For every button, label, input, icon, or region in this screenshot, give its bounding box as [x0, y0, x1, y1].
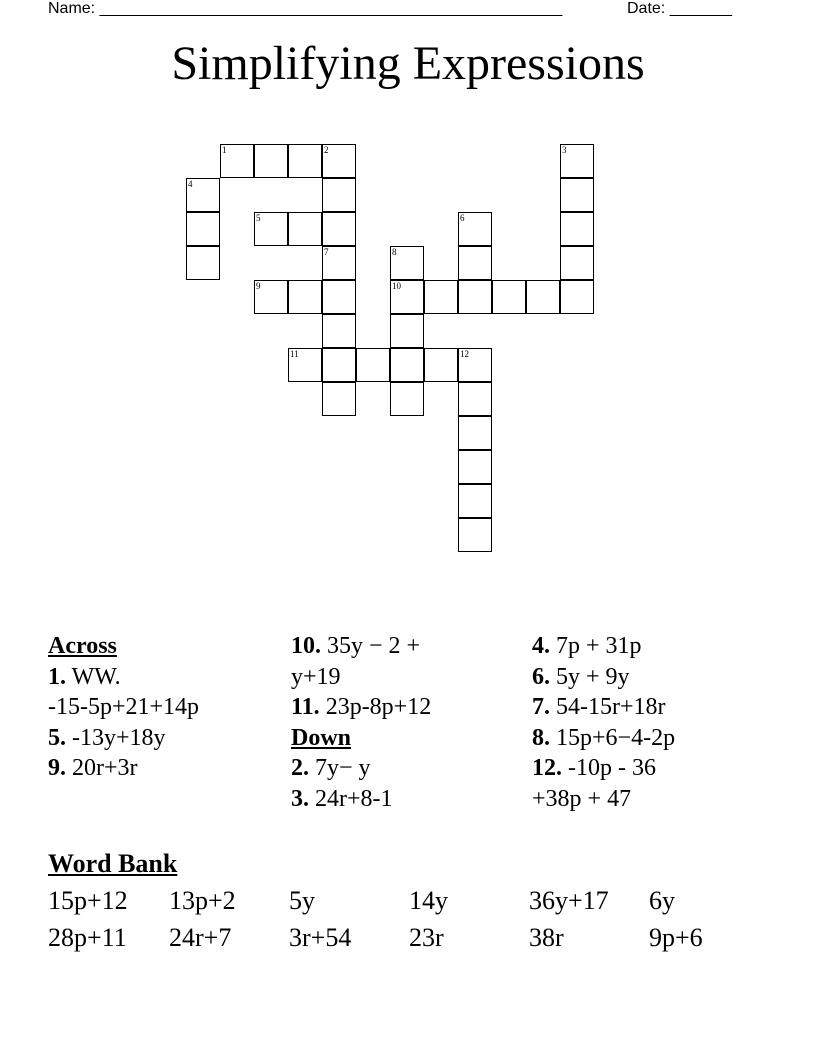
grid-cell [322, 212, 356, 246]
clue-text: 23p-8p+12 [325, 694, 432, 720]
clue-text: -13y+18y [72, 724, 166, 751]
grid-cell [560, 212, 594, 246]
word-bank-entry: 36y+17 [529, 886, 609, 915]
clue-column-3 [532, 631, 772, 814]
clue-down-3 [291, 784, 521, 815]
cell-number: 9 [256, 281, 261, 291]
grid-cell [424, 280, 458, 314]
word-bank-entry: 13p+2 [169, 886, 236, 915]
clue-number: 12. [532, 755, 562, 781]
clue-text: 20r+3r [72, 755, 138, 781]
clue-across-5 [48, 723, 278, 754]
clue-across-10-continued: y+19 [291, 663, 341, 690]
cell-number: 8 [392, 247, 397, 257]
clue-text: 7p + 31p [556, 633, 642, 659]
grid-cell [458, 416, 492, 450]
word-bank-entry: 9p+6 [649, 923, 703, 952]
cell-number: 4 [188, 179, 193, 189]
clue-text: 24r+8-1 [315, 785, 393, 812]
clue-text: 35y − 2 + [327, 633, 421, 659]
clue-number: 2. [291, 755, 309, 781]
grid-cell [526, 280, 560, 314]
clue-number: 11. [291, 694, 320, 720]
grid-cell [390, 246, 424, 280]
word-bank-entry: 38r [529, 923, 564, 952]
grid-cell [458, 212, 492, 246]
grid-cell [254, 144, 288, 178]
word-bank-entry: 6y [649, 886, 675, 915]
clue-down-8 [532, 723, 772, 754]
word-bank-entry: 23r [409, 923, 444, 952]
grid-cell [424, 348, 458, 382]
clue-number: 5. [48, 724, 66, 751]
grid-cell [322, 144, 356, 178]
grid-cell [492, 280, 526, 314]
clue-column-2 [291, 631, 521, 814]
clue-number: 4. [532, 633, 550, 659]
clue-number: 8. [532, 724, 550, 751]
clue-text: 54-15r+18r [556, 694, 666, 720]
clue-number: 7. [532, 694, 550, 720]
clue-text: 15p+6−4-2p [556, 724, 676, 751]
word-bank-entry: 5y [289, 886, 315, 915]
word-bank-entry: 15p+12 [48, 886, 128, 915]
clue-text: WW. [71, 663, 121, 690]
clue-across-1-continued: -15-5p+21+14p [48, 694, 200, 720]
cell-number: 10 [392, 281, 401, 291]
clue-text: -10p - 36 [568, 755, 656, 781]
clue-across-9 [48, 753, 278, 784]
date-field-label: Date: _______ [627, 0, 732, 17]
grid-cell [322, 178, 356, 212]
grid-cell [288, 144, 322, 178]
clue-number: 1. [48, 663, 66, 690]
cell-number: 6 [460, 213, 465, 223]
cell-number: 2 [324, 145, 329, 155]
grid-cell [390, 348, 424, 382]
clue-across-1 [48, 662, 278, 693]
word-bank-title: Word Bank [48, 849, 178, 878]
grid-cell [288, 280, 322, 314]
grid-cell [322, 246, 356, 280]
clue-down-4 [532, 631, 772, 662]
clue-number: 10. [291, 633, 321, 659]
grid-cell [560, 246, 594, 280]
word-bank-entry: 24r+7 [169, 923, 232, 952]
word-bank-entry: 14y [409, 886, 448, 915]
clue-column-1 [48, 631, 278, 784]
cell-number: 11 [290, 349, 299, 359]
grid-cell [186, 178, 220, 212]
grid-cell [390, 382, 424, 416]
grid-cell [458, 246, 492, 280]
across-heading: Across [48, 633, 117, 659]
word-bank-entry: 3r+54 [289, 923, 352, 952]
grid-cell [458, 518, 492, 552]
grid-cell [322, 382, 356, 416]
clue-number: 9. [48, 755, 66, 781]
word-bank-entry: 28p+11 [48, 923, 127, 952]
clue-down-2 [291, 753, 521, 784]
grid-cell [390, 314, 424, 348]
name-field-label: Name: ____________________________________________________ [48, 0, 563, 17]
clue-down-7 [532, 692, 772, 723]
grid-cell [560, 144, 594, 178]
grid-cell [356, 348, 390, 382]
grid-cell [458, 280, 492, 314]
cell-number: 3 [562, 145, 567, 155]
clue-down-12 [532, 753, 772, 784]
clue-across-10 [291, 631, 521, 662]
grid-cell [560, 280, 594, 314]
clue-down-12-continued: +38p + 47 [532, 785, 632, 812]
grid-cell [458, 348, 492, 382]
clue-number: 6. [532, 663, 550, 690]
cell-number: 1 [222, 145, 227, 155]
grid-cell [390, 280, 424, 314]
grid-cell [458, 450, 492, 484]
cell-number: 7 [324, 247, 329, 257]
grid-cell [458, 382, 492, 416]
grid-cell [288, 212, 322, 246]
grid-cell [322, 314, 356, 348]
grid-cell [288, 348, 322, 382]
grid-cell [186, 212, 220, 246]
grid-cell [220, 144, 254, 178]
grid-cell [254, 280, 288, 314]
grid-cell [186, 246, 220, 280]
down-heading: Down [291, 724, 352, 751]
grid-cell [560, 178, 594, 212]
clue-text: 7y− y [315, 755, 371, 781]
clue-text: 5y + 9y [556, 663, 630, 690]
grid-cell [322, 348, 356, 382]
grid-cell [322, 280, 356, 314]
clue-number: 3. [291, 785, 309, 812]
cell-number: 5 [256, 213, 261, 223]
clue-down-6 [532, 662, 772, 693]
grid-cell [254, 212, 288, 246]
cell-number: 12 [460, 349, 469, 359]
page-title: Simplifying Expressions [171, 37, 645, 90]
grid-cell [458, 484, 492, 518]
clue-across-11 [291, 692, 521, 723]
